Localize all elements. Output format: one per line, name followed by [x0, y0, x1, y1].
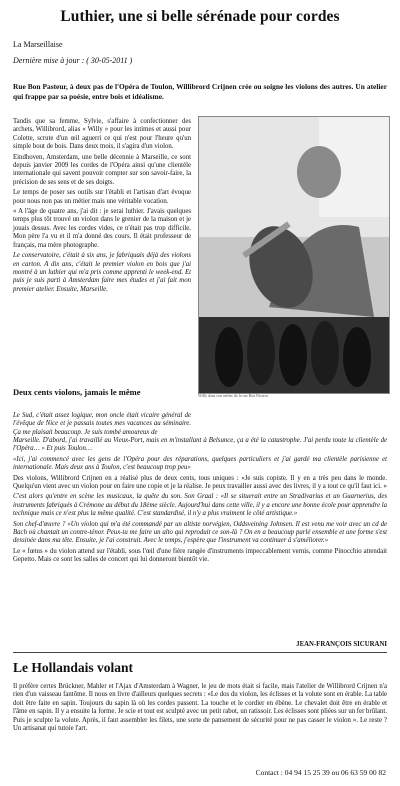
paragraph: Eindhoven, Amsterdam, une belle décennie à Marseille, ce sont depuis janvier 2009 les cordes de l'Opéra ainsi qu'une clientèle internationale qui savent pouvoir compter sur son savoir-faire, la précision de ses sens et de ses doigts. — [13, 153, 191, 186]
paragraph: Des violons, Willibrord Crijnen en a réalisé plus de deux cents, tous uniques : «Je suis copiste. Il y en a très peu dans le monde. Quelqu'un vient avec un violon pour en faire une copie et je la réalise. Je peux travailler aussi avec des livres, il y a tout ce qu'il faut ici. » — [13, 474, 387, 491]
paragraph: « A l'âge de quatre ans, j'ai dit : je serai luthier. J'avais quelques temps plus tôt trouvé un violon dans le grenier de la maison et je jouais dessus. Avec les cordes vides, ce n'était pas trop difficile. Mon père l'a vu et il m'a donné des cours. Il était professeur de français, ma mère photographe. — [13, 208, 191, 249]
left-column-text — [13, 118, 191, 296]
box-title: Le Hollandais volant — [13, 660, 134, 675]
sub-heading-paragraph: Le Sud, c'était assez logique, mon oncle était vicaire général de l'évêque de Nice et je passais toutes mes vacances au séminaire. Ça me plaisait beaucoup. Je suis tombé amoureux de — [13, 412, 191, 436]
workshop-photo — [198, 116, 390, 394]
paragraph: Son chef-d'œuvre ? «Un violon qui m'a été commandé par un altiste norvégien, Oddsveining Johnsen. Il est venu me voir avec un cd de Bach où chantait un contre-ténor. Peux-tu me faire un alto qui reproduit ce son-là ? On en a beaucoup parlé ensemble et une forme s'est dessinée dans ma tête. Ensuite, je l'ai construit. Avec le temps, j'espère que l'instrument va continuer à s'améliorer.» — [13, 520, 387, 545]
box-paragraph: Il préfère certes Brückner, Mahler et l'Ajax d'Amsterdam à Wagner, le jeu de mots était si facile, mais l'atelier de Willibrord Crijnen n'a rien d'un vaisseau fantôme. Il nous en livre d'ailleurs quelques secrets : «Le dos du violon, les éclisses et la volute sont en érable. La table doit être faite en sapin. Toujours du sapin là où les cordes passent. La touche et le cordier en ébène. Le chevalet doit être en érable et l'âme en sapin. Il y a ensuite la forme. Je scie et tout est sculpté avec un petit rabot, un ratissoir. Les éclisses sont pliées sur un fer brûlant. Puis je sculpte la volute. Après, il faut assembler les filets, une sorte de pansement de sécurité pour ne pas casser le violon ». Le reste ? Un artisanat qui tutoie l'art. — [13, 683, 388, 733]
article-lead: Rue Bon Pasteur, à deux pas de l'Opéra de Toulon, Willibrord Crijnen crée ou soigne les violons des autres. Un atelier qui frappe par sa poésie, entre bois et idéalisme. — [13, 82, 387, 101]
contact-info: Contact : 04 94 15 25 39 ou 06 63 59 00 82 — [255, 768, 386, 777]
paragraph: Le temps de poser ses outils sur l'établi et l'artisan d'art évoque pour nous non pas un métier mais une véritable vocation. — [13, 189, 191, 205]
paragraph-italic: Le conservatoire, c'était à six ans, je fabriquais déjà des violons en carton. A dix ans, c'était le premier violon en bois que j'ai montré à un luthier qui m'a pris comme apprenti le week-end. Et puis je suis parti à Amsterdam faire mes études et j'ai fait mon premier atelier. Ensuite, Marseille. — [13, 252, 191, 293]
article-source: La Marseillaise — [13, 40, 63, 49]
paragraph: C'est alors qu'entre en scène les musicaux, la quête du son. Son Graal : «Il se situerait entre un Stradivarius et un Guarnerius, des instruments fabriqués à Crémone au début du 18ème siècle. Aujourd'hui dans cette ville, il y a encore une bonne école pour apprendre la technique mais ce n'est plus la même qualité. C'est standardisé, il n'y a plus vraiment le côté artistique.» — [13, 493, 387, 518]
paragraph: «Ici, j'ai commencé avec les gens de l'Opéra pour des réparations, quelques particuliers et j'ai gardé ma clientèle parisienne et internationale. Mais deux ans à Toulon, c'est beaucoup trop peu» — [13, 455, 387, 472]
full-width-text — [13, 437, 387, 567]
paragraph: Tandis que sa femme, Sylvie, s'affaire à confectionner des archets, Willibrord, alias « Willy » pour les intimes et aussi pour Colette, scrute d'un œil aguerri ce qui n'est pour l'heure qu'un simple bout de bois. Dans deux mois, il s'agira d'un violon. — [13, 118, 191, 151]
sub-heading: Deux cents violons, jamais le même — [13, 387, 141, 397]
author-signature: JEAN-FRANÇOIS SICURANI — [296, 641, 387, 648]
section-divider — [13, 652, 387, 653]
photo-caption: Willy dans son atelier de la rue Bon Pasteur — [198, 393, 269, 398]
article-title: Luthier, une si belle sérénade pour cordes — [60, 8, 340, 25]
paragraph: Marseille. D'abord, j'ai travaillé au Vieux-Port, mais en m'installant à Belsunce, ça a été la catastrophe. J'ai perdu toute la clientèle de l'Opéra… » Et puis Toulon… — [13, 437, 387, 453]
workshop-photo-illustration — [199, 117, 389, 393]
paragraph: Le « fœtus » du violon attend sur l'établi, sous l'œil d'une fière rangée d'instruments impeccablement vernis, comme Pinocchio attendait Gepetto. Mais ce sont les salles de concert qui lui donneront bientôt vie. — [13, 547, 387, 564]
last-updated-date: Dernière mise à jour : ( 30-05-2011 ) — [13, 56, 133, 65]
